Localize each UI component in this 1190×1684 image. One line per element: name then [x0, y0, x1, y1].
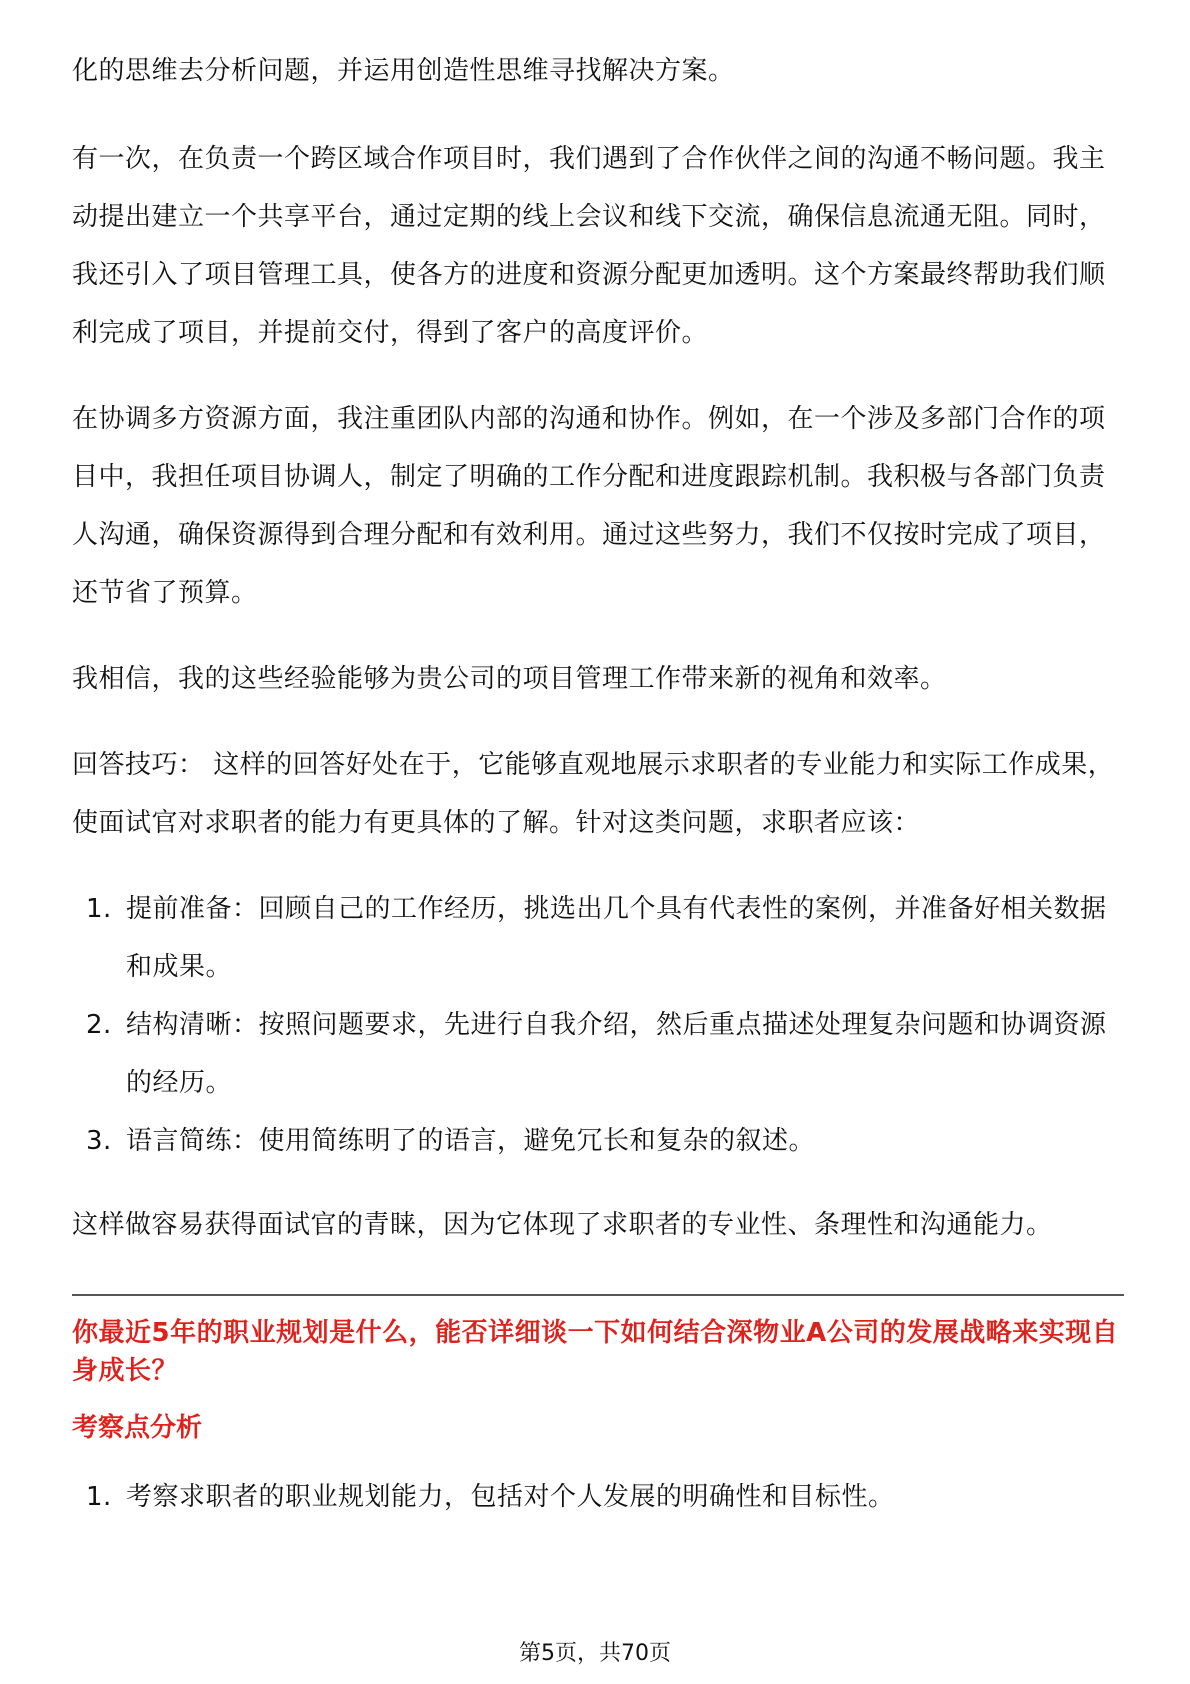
list-item-number: 1. [86, 1482, 112, 1512]
tips-list [72, 880, 1124, 1170]
paragraph-summary: 这样做容易获得面试官的青睐，因为它体现了求职者的专业性、条理性和沟通能力。 [72, 1210, 1053, 1240]
list-item-text: 提前准备：回顾自己的工作经历，挑选出几个具有代表性的案例，并准备好相关数据和成果。 [126, 894, 1107, 982]
paragraph-intro-tail: 化的思维去分析问题，并运用创造性思维寻找解决方案。 [72, 56, 735, 86]
list-item-text: 考察求职者的职业规划能力，包括对个人发展的明确性和目标性。 [126, 1482, 895, 1512]
paragraph-cross-region-project: 有一次，在负责一个跨区域合作项目时，我们遇到了合作伙伴之间的沟通不畅问题。我主动提出建立一个共享平台，通过定期的线上会议和线下交流，确保信息流通无阻。同时，我还引入了项目管理工具，使各方的进度和资源分配更加透明。这个方案最终帮助我们顺利完成了项目，并提前交付，得到了客户的高度评价。 [72, 144, 1106, 348]
list-item [72, 880, 1124, 996]
list-item [72, 996, 1124, 1112]
paragraph-resource-coordination: 在协调多方资源方面，我注重团队内部的沟通和协作。例如，在一个涉及多部门合作的项目中，我担任项目协调人，制定了明确的工作分配和进度跟踪机制。我积极与各部门负责人沟通，确保资源得到合理分配和有效利用。通过这些努力，我们不仅按时完成了项目，还节省了预算。 [72, 404, 1106, 608]
paragraph-answer-tips: 回答技巧： 这样的回答好处在于，它能够直观地展示求职者的专业能力和实际工作成果，使面试官对求职者的能力有更具体的了解。针对这类问题，求职者应该： [72, 750, 1115, 838]
section-divider [72, 1294, 1124, 1296]
analysis-list [72, 1468, 1124, 1526]
page-number-footer: 第5页，共70页 [519, 1641, 671, 1666]
analysis-title: 考察点分析 [72, 1413, 203, 1443]
question-heading: 你最近5年的职业规划是什么，能否详细谈一下如何结合深物业A公司的发展战略来实现自身成长？ [72, 1318, 1119, 1386]
page-content [72, 42, 1124, 1552]
paragraph-conclusion: 我相信，我的这些经验能够为贵公司的项目管理工作带来新的视角和效率。 [72, 664, 947, 694]
list-item-text: 语言简练：使用简练明了的语言，避免冗长和复杂的叙述。 [126, 1126, 816, 1156]
list-item [72, 1468, 1124, 1526]
list-item-number: 2. [86, 1010, 112, 1040]
list-item-number: 1. [86, 894, 112, 924]
list-item-number: 3. [86, 1126, 112, 1156]
list-item [72, 1112, 1124, 1170]
list-item-text: 结构清晰：按照问题要求，先进行自我介绍，然后重点描述处理复杂问题和协调资源的经历。 [126, 1010, 1107, 1098]
